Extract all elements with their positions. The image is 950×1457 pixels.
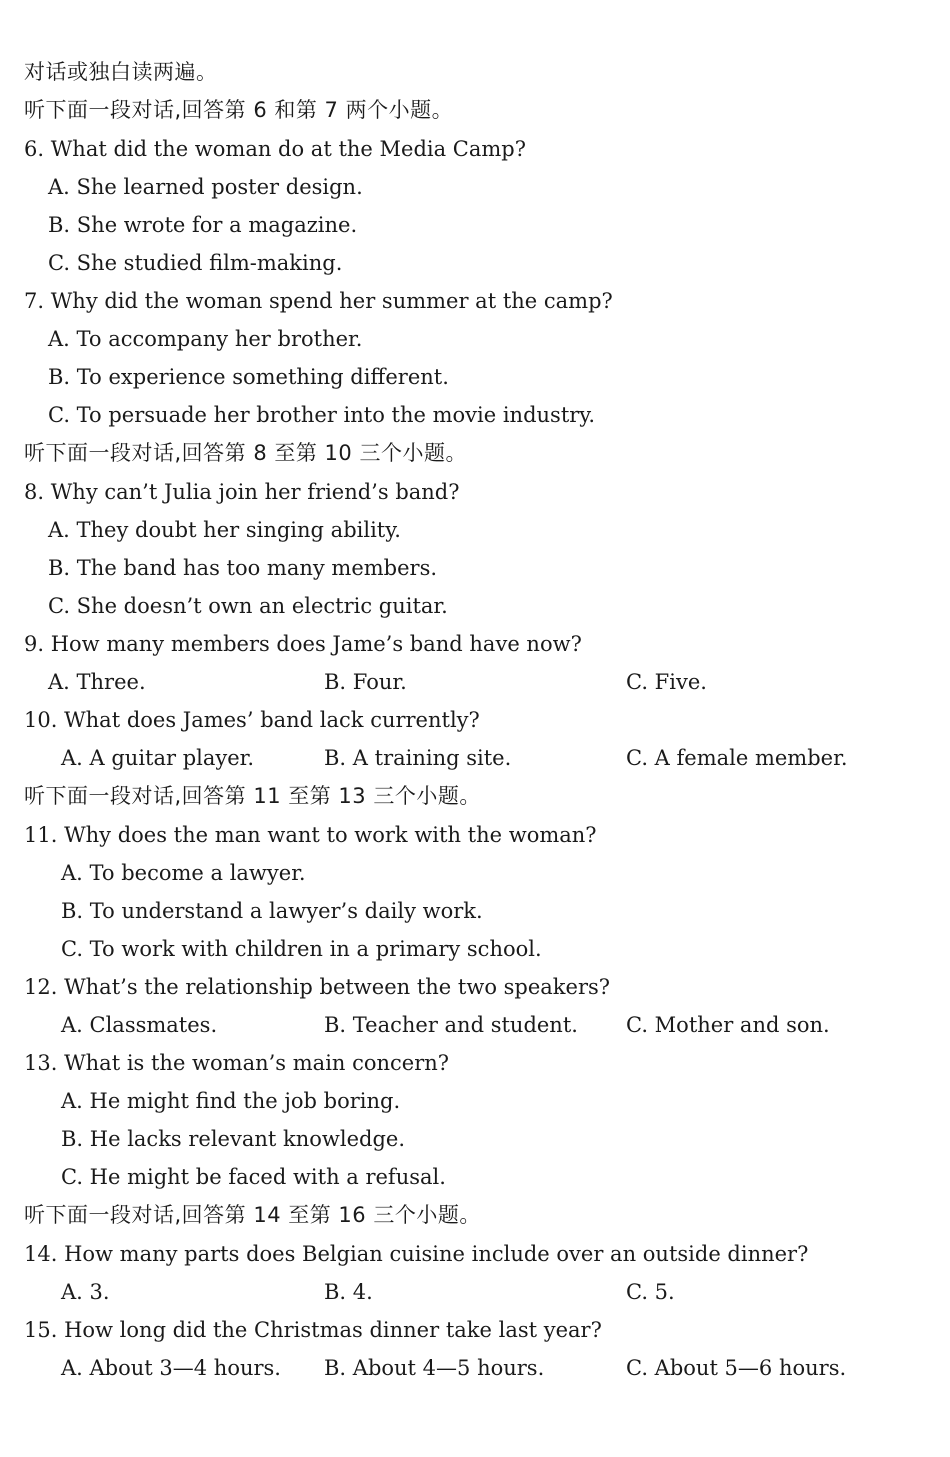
question-12-option-b: B. Teacher and student. [324, 1013, 578, 1037]
question-15-stem: 15. How long did the Christmas dinner take last year? [24, 1318, 602, 1342]
question-6-stem: 6. What did the woman do at the Media Camp? [24, 137, 527, 161]
section-instruction-1: 听下面一段对话,回答第 6 和第 7 两个小题。 [24, 98, 454, 122]
question-9-option-c: C. Five. [626, 670, 707, 694]
question-15-option-c: C. About 5—6 hours. [626, 1356, 847, 1380]
question-6-option-c: C. She studied film-making. [48, 251, 343, 275]
question-12-option-a: A. Classmates. [61, 1013, 218, 1037]
question-10-option-c: C. A female member. [626, 746, 848, 770]
question-10-option-a: A. A guitar player. [61, 746, 255, 770]
question-9-option-a: A. Three. [48, 670, 146, 694]
question-12-option-c: C. Mother and son. [626, 1013, 830, 1037]
question-10-stem: 10. What does James’ band lack currently? [24, 708, 480, 732]
question-13-stem: 13. What is the woman’s main concern? [24, 1051, 450, 1075]
question-7-option-a: A. To accompany her brother. [48, 327, 363, 351]
question-14-stem: 14. How many parts does Belgian cuisine include over an outside dinner? [24, 1242, 809, 1266]
question-8-option-a: A. They doubt her singing ability. [48, 518, 401, 542]
question-10-option-b: B. A training site. [324, 746, 512, 770]
question-6-option-b: B. She wrote for a magazine. [48, 213, 358, 237]
question-11-option-c: C. To work with children in a primary school. [61, 937, 542, 961]
intro-text: 对话或独白读两遍。 [24, 60, 218, 84]
question-7-stem: 7. Why did the woman spend her summer at the camp? [24, 289, 613, 313]
question-8-option-c: C. She doesn’t own an electric guitar. [48, 594, 448, 618]
question-7-option-b: B. To experience something different. [48, 365, 449, 389]
question-11-stem: 11. Why does the man want to work with the woman? [24, 823, 597, 847]
question-14-option-a: A. 3. [61, 1280, 110, 1304]
question-12-stem: 12. What’s the relationship between the two speakers? [24, 975, 611, 999]
question-9-stem: 9. How many members does Jame’s band have now? [24, 632, 582, 656]
question-11-option-a: A. To become a lawyer. [61, 861, 306, 885]
section-instruction-3: 听下面一段对话,回答第 11 至第 13 三个小题。 [24, 784, 481, 808]
question-6-option-a: A. She learned poster design. [48, 175, 363, 199]
question-7-option-c: C. To persuade her brother into the movie industry. [48, 403, 596, 427]
question-13-option-c: C. He might be faced with a refusal. [61, 1165, 446, 1189]
question-9-option-b: B. Four. [324, 670, 407, 694]
question-14-option-c: C. 5. [626, 1280, 675, 1304]
question-13-option-a: A. He might find the job boring. [61, 1089, 401, 1113]
question-15-option-a: A. About 3—4 hours. [61, 1356, 281, 1380]
question-13-option-b: B. He lacks relevant knowledge. [61, 1127, 406, 1151]
question-11-option-b: B. To understand a lawyer’s daily work. [61, 899, 483, 923]
section-instruction-2: 听下面一段对话,回答第 8 至第 10 三个小题。 [24, 441, 467, 465]
question-15-option-b: B. About 4—5 hours. [324, 1356, 545, 1380]
question-14-option-b: B. 4. [324, 1280, 373, 1304]
question-8-stem: 8. Why can’t Julia join her friend’s band? [24, 480, 460, 504]
question-8-option-b: B. The band has too many members. [48, 556, 438, 580]
section-instruction-4: 听下面一段对话,回答第 14 至第 16 三个小题。 [24, 1203, 481, 1227]
